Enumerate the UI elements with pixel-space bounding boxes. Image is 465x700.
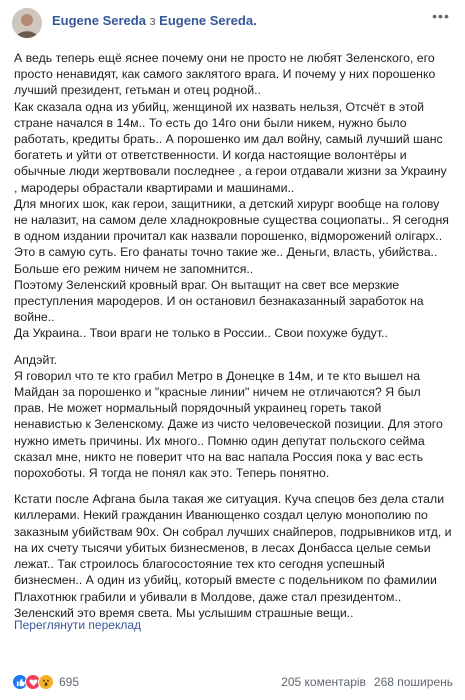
- post-header: [12, 8, 452, 42]
- post-stats: [281, 675, 453, 689]
- page-name-link[interactable]: Eugene Sereda.: [159, 13, 257, 28]
- post-paragraph: А ведь теперь ещё яснее почему они не просто не любят Зеленского, его просто ненавидят, как самого заклятого врага. И почему у них порошенко лучший президент, гетьман и отец родной..: [14, 51, 436, 98]
- via-label: з: [149, 13, 156, 28]
- shares-count-link[interactable]: 268 поширень: [373, 675, 453, 689]
- see-translation-link[interactable]: Переглянути переклад: [14, 618, 142, 632]
- ellipsis-icon[interactable]: •••: [432, 8, 450, 24]
- post-paragraph: Я говорил что те кто грабил Метро в Донецке в 14м, и те кто вышел на Майдан за порошенко и "красные линии" ничем не отличаются? Я был прав. Не может нормальный порядочный украинец гореть такой ненавистью к Зеленскому. Даже из чисто человеческой позиции. Для этого нужно иметь причины. Их много.. Помню один депутат польского сейма сказал мне, никто не поверит что на вас напала Россия пока у вас есть порохоботы. Я тогда не понял как это. Теперь понятно.: [14, 368, 443, 481]
- reactions-summary[interactable]: [12, 672, 79, 692]
- post-paragraph: Для многих шок, как герои, защитники, а детский хирург вообще на голову не налазит, на самом деле хладнокровные существа социопаты.. Я сегодня в одном издании прочитал как назвали порошенко, відморожений олігарх.. Это в самую суть. Его фанаты точно такие же.. Деньги, власть, убийства.. Больше его режим ничем не запомнится..: [14, 196, 449, 276]
- post-paragraph: Поэтому Зеленский кровный враг. Он вытащит на свет все мерзкие преступления мародеров. И он остановил безнаказанный заработок на войне..: [14, 277, 424, 325]
- reactions-count: 695: [59, 675, 80, 689]
- post-paragraph: Да Украина.. Твои враги не только в России.. Свои похуже будут..: [14, 326, 388, 341]
- author-name-link[interactable]: Eugene Sereda: [52, 13, 146, 28]
- author-line: [52, 13, 257, 28]
- wow-icon: [38, 674, 54, 690]
- comments-count-link[interactable]: 205 коментарів: [281, 675, 366, 689]
- post-paragraph: Кстати после Афгана была такая же ситуация. Куча спецов без дела стали киллерами. Некий гражданин Иванющенко создал целую монополию по заказным убийствам 90х. Он собрал лучших снайперов, подрывников итд, и на их счету тысячи убитых бизнесменов, в лесах Донбасса целые семьи лежат.. Так строилось благосостояние тех кто сегодня успешный бизнесмен.. А один из убийц, который вместе с подельником по фамилии Плахотнюк грабили и убивали в Молдове, даже стал президентом.. Зеленский это время света. Мы услышим страшные вещи..: [14, 492, 452, 620]
- update-heading: Апдэйт.: [14, 352, 58, 367]
- avatar-photo: [12, 8, 42, 38]
- author-avatar[interactable]: [12, 8, 42, 38]
- post-paragraph: Как сказала одна из убийц, женщиной их назвать нельзя, Отсчёт в этой стране начался в 14м.. То есть до 14го они были никем, нужно было работать, кредиты брать.. А порошенко им дал войну, самый лучший шанс богатеть и уйти от ответственности. И когда настоящие волонтёры и обычные люди жертвовали последнее , а герои отдавали жизни за Украину , мародеры обрастали квартирами и машинами..: [14, 99, 447, 195]
- post-body: [14, 50, 452, 621]
